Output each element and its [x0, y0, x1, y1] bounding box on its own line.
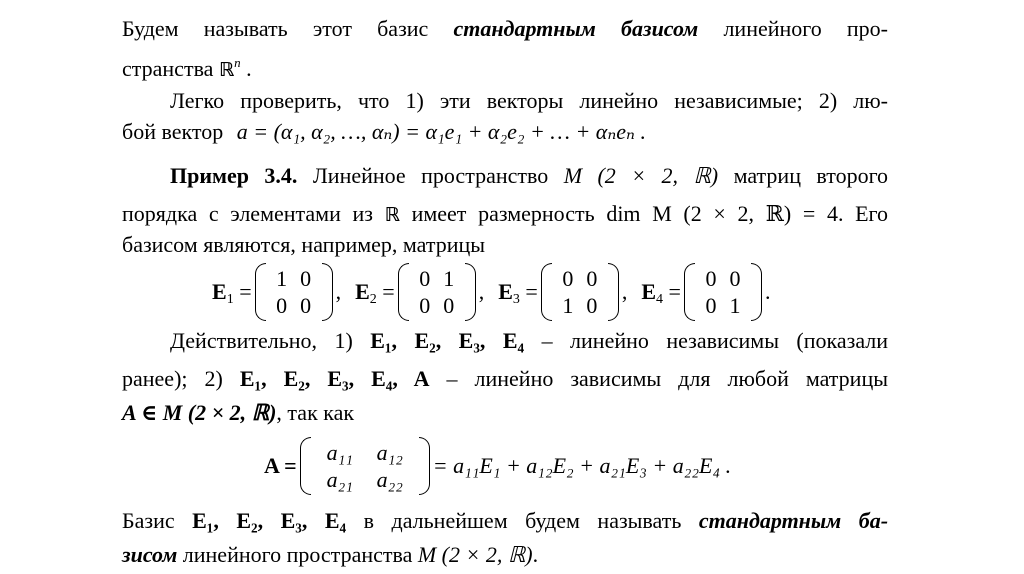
text: матриц второго [733, 163, 889, 188]
right-paren [419, 437, 430, 495]
equals-sign: = [519, 279, 538, 304]
matrix-entry: 1 [443, 266, 455, 291]
matrix-entry: 0 [586, 266, 598, 291]
left-paren [684, 263, 695, 321]
matrix-entry: 0 [419, 293, 431, 318]
basis-set: E₁, E₂, E₃, E₄ [370, 328, 525, 353]
p4-line-2 [122, 364, 888, 394]
term-standard-basis: стандартным ба- [698, 508, 889, 533]
matrix-entries [695, 265, 751, 319]
text: в дальнейшем будем называть [363, 508, 682, 533]
equals-sign: = [233, 279, 252, 304]
matrix-entry: a₁₂ [376, 440, 403, 465]
basis-matrix-name [212, 279, 234, 305]
basis-matrix-name [498, 279, 520, 305]
p1-line-1 [122, 14, 888, 44]
p3-line-3 [122, 230, 485, 260]
text: Действительно, 1) [170, 328, 353, 353]
matrix-index: 1 [226, 292, 234, 307]
text: порядка с элементами из [122, 201, 373, 226]
matrix-4 [684, 263, 762, 321]
basis-set: E₁, E₂, E₃, E₄ [192, 508, 347, 533]
p2-line-2 [122, 117, 646, 147]
p2-line-1 [170, 86, 888, 116]
term-standard-basis-cont: зисом [122, 542, 178, 567]
dependent-set: E₁, E₂, E₃, E₄, A [239, 366, 430, 391]
text: линейного пространства [182, 542, 413, 567]
text: Будем называть этот базис [122, 16, 429, 41]
real-numbers-symbol: ℝ [218, 59, 235, 81]
separator: , [478, 279, 485, 304]
text: – линейно зависимы для любой матрицы [446, 366, 889, 391]
matrix-membership: A ∈ M (2 × 2, ℝ) [122, 400, 277, 425]
matrix-entry: a₁₁ [326, 440, 353, 465]
rhs: = a₁₁E₁ + a₁₂E₂ + a₂₁E₃ + a₂₂E₄ . [432, 453, 732, 478]
text: , так как [276, 400, 355, 425]
left-paren [541, 263, 552, 321]
term-standard-basis: стандартным базисом [453, 16, 699, 41]
matrix-2 [398, 263, 476, 321]
matrix-letter: E [498, 279, 513, 304]
left-paren [398, 263, 409, 321]
separator: , [621, 279, 628, 304]
text: бой вектор [122, 119, 224, 144]
matrix-entry: 0 [705, 266, 717, 291]
matrix-3 [541, 263, 619, 321]
p4-line-1 [170, 326, 888, 356]
text: Легко проверить, что 1) эти векторы линейно независимые; 2) лю- [170, 88, 888, 113]
equals-sign: = [663, 279, 681, 304]
matrix-entry: 1 [276, 266, 288, 291]
text: имеет размерность [411, 201, 595, 226]
matrix-entry: 1 [562, 293, 574, 318]
matrix-entry: 0 [419, 266, 431, 291]
text: . [246, 56, 252, 81]
text: . Его [837, 201, 889, 226]
matrix-index: 4 [656, 292, 664, 307]
matrix-entry: 0 [586, 293, 598, 318]
matrix-a-entries [311, 439, 419, 493]
basis-matrices-equation [212, 262, 770, 322]
lhs: A = [264, 453, 297, 478]
matrix-index: 2 [369, 292, 377, 307]
matrix-a [300, 437, 430, 495]
text: базисом являются, например, матрицы [122, 232, 486, 257]
equals-sign: = [376, 279, 395, 304]
matrix-index: 3 [512, 292, 520, 307]
matrix-entry: 1 [729, 293, 741, 318]
decomposition-equation [264, 434, 731, 498]
matrix-1 [255, 263, 333, 321]
matrix-entries [409, 265, 465, 319]
right-paren [322, 263, 333, 321]
basis-matrix-name [355, 279, 377, 305]
matrix-entry: 0 [300, 293, 312, 318]
space-formula: M (2 × 2, ℝ) [417, 542, 533, 567]
exponent-n: n [234, 55, 241, 70]
matrix-entry: 0 [729, 266, 741, 291]
matrix-letter: E [212, 279, 227, 304]
text: ранее); 2) [122, 366, 223, 391]
matrix-entry: a₂₂ [376, 467, 403, 492]
basis-matrix-name [641, 279, 663, 305]
text: – линейно независимы (показали [541, 328, 889, 353]
example-label: Пример 3.4. [170, 163, 298, 188]
text: линейного про- [723, 16, 889, 41]
matrix-entry: 0 [562, 266, 574, 291]
dimension-formula [606, 201, 888, 226]
p3-line-2 [122, 199, 888, 230]
dim-text: dim M (2 × 2, ℝ) = 4 [606, 201, 838, 226]
left-paren [255, 263, 266, 321]
right-paren [608, 263, 619, 321]
space-formula: M (2 × 2, ℝ) [563, 163, 719, 188]
p3-line-1 [170, 161, 888, 191]
matrix-entry: 0 [705, 293, 717, 318]
real-numbers-symbol: ℝ [384, 204, 400, 226]
right-paren [465, 263, 476, 321]
p4-line-3 [122, 398, 354, 428]
text: Линейное пространство [312, 163, 549, 188]
matrix-entry: 0 [276, 293, 288, 318]
matrix-entry: a₂₁ [326, 467, 353, 492]
matrix-entries [266, 265, 322, 319]
separator: . [764, 279, 771, 304]
matrix-entry: 0 [443, 293, 455, 318]
p5-line-2 [122, 540, 538, 570]
separator: , [335, 279, 342, 304]
text: странства [122, 56, 214, 81]
matrix-entries [552, 265, 608, 319]
left-paren [300, 437, 311, 495]
p1-line-2 [122, 54, 252, 85]
p5-line-1 [122, 506, 888, 536]
matrix-letter: E [641, 279, 657, 304]
text: . [532, 542, 539, 567]
matrix-entry: 0 [300, 266, 312, 291]
text: Базис [122, 508, 175, 533]
right-paren [751, 263, 762, 321]
vector-formula: a = (α₁, α₂, …, αₙ) = α₁e₁ + α₂e₂ + … + αₙeₙ . [236, 119, 646, 144]
matrix-letter: E [355, 279, 370, 304]
